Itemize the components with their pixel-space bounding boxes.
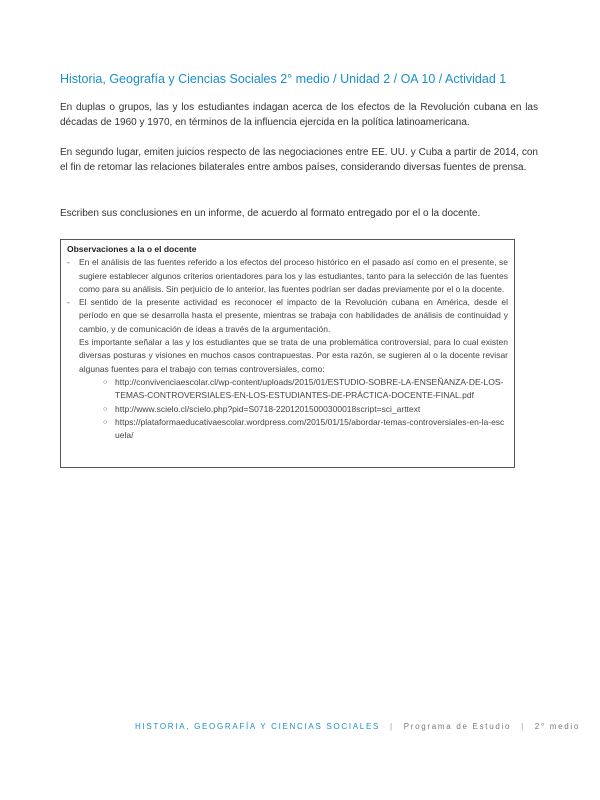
reference-links [67,376,508,442]
page-title: Historia, Geografía y Ciencias Sociales 2° medio / Unidad 2 / OA 10 / Actividad 1 [60,72,507,86]
reference-link[interactable]: https://plataformaeducativaescolar.wordpress.com/2015/01/15/abordar-temas-controversiales-en-la-escuela/ [115,416,505,441]
circle-bullet-icon: ○ [103,405,108,413]
footer-separator: | [521,722,525,731]
activity-paragraph-1: En duplas o grupos, las y los estudiantes indagan acerca de los efectos de la Revolución cubana en las décadas de 1960 y 1970, en términos de la influencia ejercida en la política latinoamericana. [60,102,538,129]
reference-link-item [103,376,508,403]
observation-item [67,256,508,296]
footer-subject: HISTORIA, GEOGRAFÍA Y CIENCIAS SOCIALES [135,722,381,731]
reference-link-item [103,416,508,443]
observations-heading: Observaciones a la o el docente [67,244,197,254]
observations-box [60,239,515,468]
observation-text: En el análisis de las fuentes referido a los efectos del proceso histórico en el pasado así como en el presente, se sugiere establecer algunos criterios orientadores para los y las estudiantes, tanto para la selección de las fuentes como para su análisis. Sin perjuicio de lo anterior, las fuentes podrían ser dadas previamente por el o la docente. [79,257,508,294]
reference-link-item [103,403,508,416]
observation-text: El sentido de la presente actividad es reconocer el impacto de la Revolución cubana en América, desde el período en que se desarrolla hasta el presente, mientras se trabaja con habilidades de análisis de continuidad y cambio, y de comunicación de ideas a través de la argumentación. [79,297,508,334]
activity-paragraph-3: Escriben sus conclusiones en un informe, de acuerdo al formato entregado por el o la docente. [60,208,481,219]
footer-separator: | [389,722,394,731]
activity-paragraph-2: En segundo lugar, emiten juicios respecto de las negociaciones entre EE. UU. y Cuba a partir de 2014, con el fin de retomar las relaciones bilaterales entre ambos países, considerando diversas fuentes de prensa. [60,147,538,174]
reference-link[interactable]: http://convivenciaescolar.cl/wp-content/uploads/2015/01/ESTUDIO-SOBRE-LA-ENSEÑANZA-DE-LOS-TEMAS-CONTROVERSIALES-EN-LOS-ESTUDIANTES-DE-PRÁCTICA-DOCENTE-FINAL.pdf [115,376,504,401]
footer-program: Programa de Estudio [403,722,512,731]
observation-continuation: Es importante señalar a las y los estudiantes que se trata de una problemática controversial, para lo cual existen diversas posturas y visiones en muchos casos contrapuestas. Por esta razón, se sugieren al o la docente revisar algunas fuentes para el trabajo con temas controversiales, como: [79,337,508,374]
page-footer [135,722,581,731]
reference-link[interactable]: http://www.scielo.cl/scielo.php?pid=S0718-22012015000300018script=sci_arttext [115,403,421,414]
footer-level: 2° medio [534,722,581,731]
dash-bullet-icon: - [67,297,70,308]
observation-item [67,296,508,336]
circle-bullet-icon: ○ [103,418,108,426]
dash-bullet-icon: - [67,257,70,268]
circle-bullet-icon: ○ [103,378,108,386]
